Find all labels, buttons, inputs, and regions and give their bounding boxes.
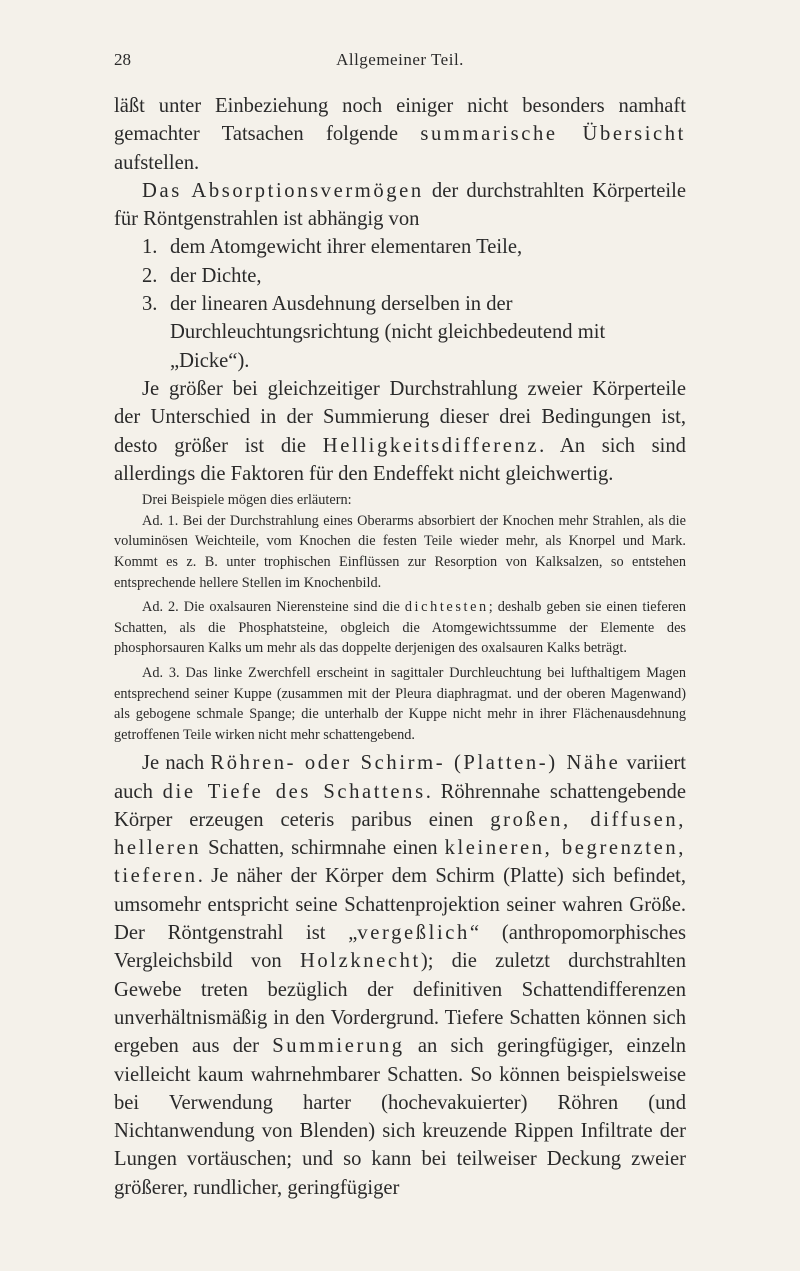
emphasis-helligkeitsdifferenz: Helligkeitsdifferenz (322, 434, 540, 457)
body-text (114, 92, 686, 1202)
emphasis-dichtesten: dichtesten (404, 599, 489, 616)
text-span: variiert auch (114, 752, 686, 803)
running-title: Allgemeiner Teil. (336, 50, 464, 69)
examples-intro: Drei Beispiele mögen dies erläutern: (142, 492, 352, 509)
emphasis-gross-diffus-heller: großen, diffusen, helleren (114, 808, 686, 860)
text-span: “ (anthropomorphisches Vergleichsbild von (114, 922, 687, 973)
emphasis-tiefe-des-schattens: die Tiefe des Schattens (162, 780, 426, 803)
emphasis-vergesslich: vergeßlich (357, 922, 470, 945)
text-span: Je nach (142, 752, 211, 775)
page-number: 28 (114, 50, 131, 69)
list-number: 3. (142, 293, 158, 316)
example-ad1: Ad. 1. Bei der Durchstrahlung eines Oberarms absorbiert der Knochen mehr Strahlen, als die voluminösen Weichteile, vom Knochen die festen Teile wieder mehr, als Knorpel und Mark. Kommt es z. B. unter trophischen Einflüssen zur Resorption von Kalksalzen, so entstehen entsprechende hellere Stellen im Knochenbild. (114, 512, 686, 591)
text-span: aufstellen. (114, 151, 200, 174)
list-number: 2. (142, 264, 158, 287)
example-ad3: Ad. 3. Das linke Zwerchfell erscheint in sagittaler Durchleuchtung bei lufthaltigem Magen entsprechend seiner Kuppe (zusammen mit der Pleura diaphragmat. und der oberen Magenwand) als gebogene schmale Spange; die unterhalb der Kuppe nicht mehr in ihrer Flächenausdehnung getroffenen Teile wirken nicht mehr schattengebend. (114, 664, 686, 743)
page-header (114, 50, 686, 74)
text-span: an sich geringfügiger, einzeln vielleicht kaum wahrnehmbarer Schatten. So können beispielsweise bei Verwendung harter (hochevakuierter) Röhren (und Nichtanwendung von Blenden) sich kreuzende Rippen Infiltrate der Lungen vortäuschen; und so kann bei teilweiser Deckung zweier größerer, rundlicher, geringfügiger (114, 1035, 686, 1199)
paragraph-absorption (114, 177, 686, 234)
emphasis-summierung: Summierung (272, 1035, 405, 1058)
emphasis-holzknecht: Holzknecht (299, 950, 421, 973)
emphasis-summarische-uebersicht: summarische Übersicht (420, 123, 686, 146)
paragraph-schattentiefe (114, 749, 686, 1202)
list-item (114, 233, 686, 261)
list-item (114, 262, 686, 290)
text-span: ; deshalb geben sie einen tieferen Schatten, als die Phosphatsteine, obgleich die Atomgewichtssumme der Elemente des phosphorsauren Kalks um mehr als das doppelte derjenigen des oxalsauren Kalks beträgt. (114, 599, 686, 657)
text-span: . An sich sind allerdings die Faktoren für den Endeffekt nicht gleichwertig. (114, 434, 686, 485)
emphasis-klein-begrenzt-tiefer: kleineren, begrenzten, tieferen (114, 837, 686, 888)
list-text: der Dichte, (170, 264, 262, 287)
paragraph-intro (114, 92, 686, 177)
list-text: dem Atomgewicht ihrer elementaren Teile, (170, 236, 523, 259)
paragraph-helligkeitsdifferenz (114, 375, 686, 488)
text-span: Ad. 2. Die oxalsauren Nierensteine sind die (142, 599, 405, 616)
list-number: 1. (142, 236, 158, 259)
example-ad2 (114, 597, 686, 659)
list-item (114, 290, 686, 375)
text-span: . Je näher der Körper dem Schirm (Platte) sich befindet, umsomehr entspricht seine Schattenprojektion seiner wahren Größe. Der Röntgenstrahl ist „ (114, 865, 686, 945)
text-span: Schatten, schirmnahe einen (201, 837, 445, 860)
list-text: der linearen Ausdehnung derselben in der Durchleuchtungsrichtung (nicht gleichbedeutend mit „Dicke“). (170, 293, 606, 372)
text-span: Je größer bei gleichzeitiger Durchstrahlung zweier Körperteile der Unterschied in der Summierung dieser drei Bedingungen ist, desto größer ist die (114, 377, 686, 457)
factor-list (114, 233, 686, 374)
text-span: läßt unter Einbeziehung noch einiger nicht besonders namhaft gemachter Tatsachen folgende (114, 95, 686, 146)
emphasis-roehren-schirm-naehe: Röhren- oder Schirm- (Platten-) Nähe (210, 752, 621, 775)
text-span: . Röhrennahe schattengebende Körper erzeugen ceteris paribus einen (114, 780, 686, 831)
text-span: der durchstrahlten Körperteile für Röntgenstrahlen ist abhängig von (114, 179, 686, 231)
text-span: ); die zuletzt durchstrahlten Gewebe treten bezüglich der definitiven Schattendifferenzen unverhältnismäßig in den Vordergrund. Tiefere Schatten können sich ergeben aus der (114, 950, 686, 1058)
emphasis-absorptionsvermoegen: Das Absorptionsvermögen (142, 179, 424, 202)
